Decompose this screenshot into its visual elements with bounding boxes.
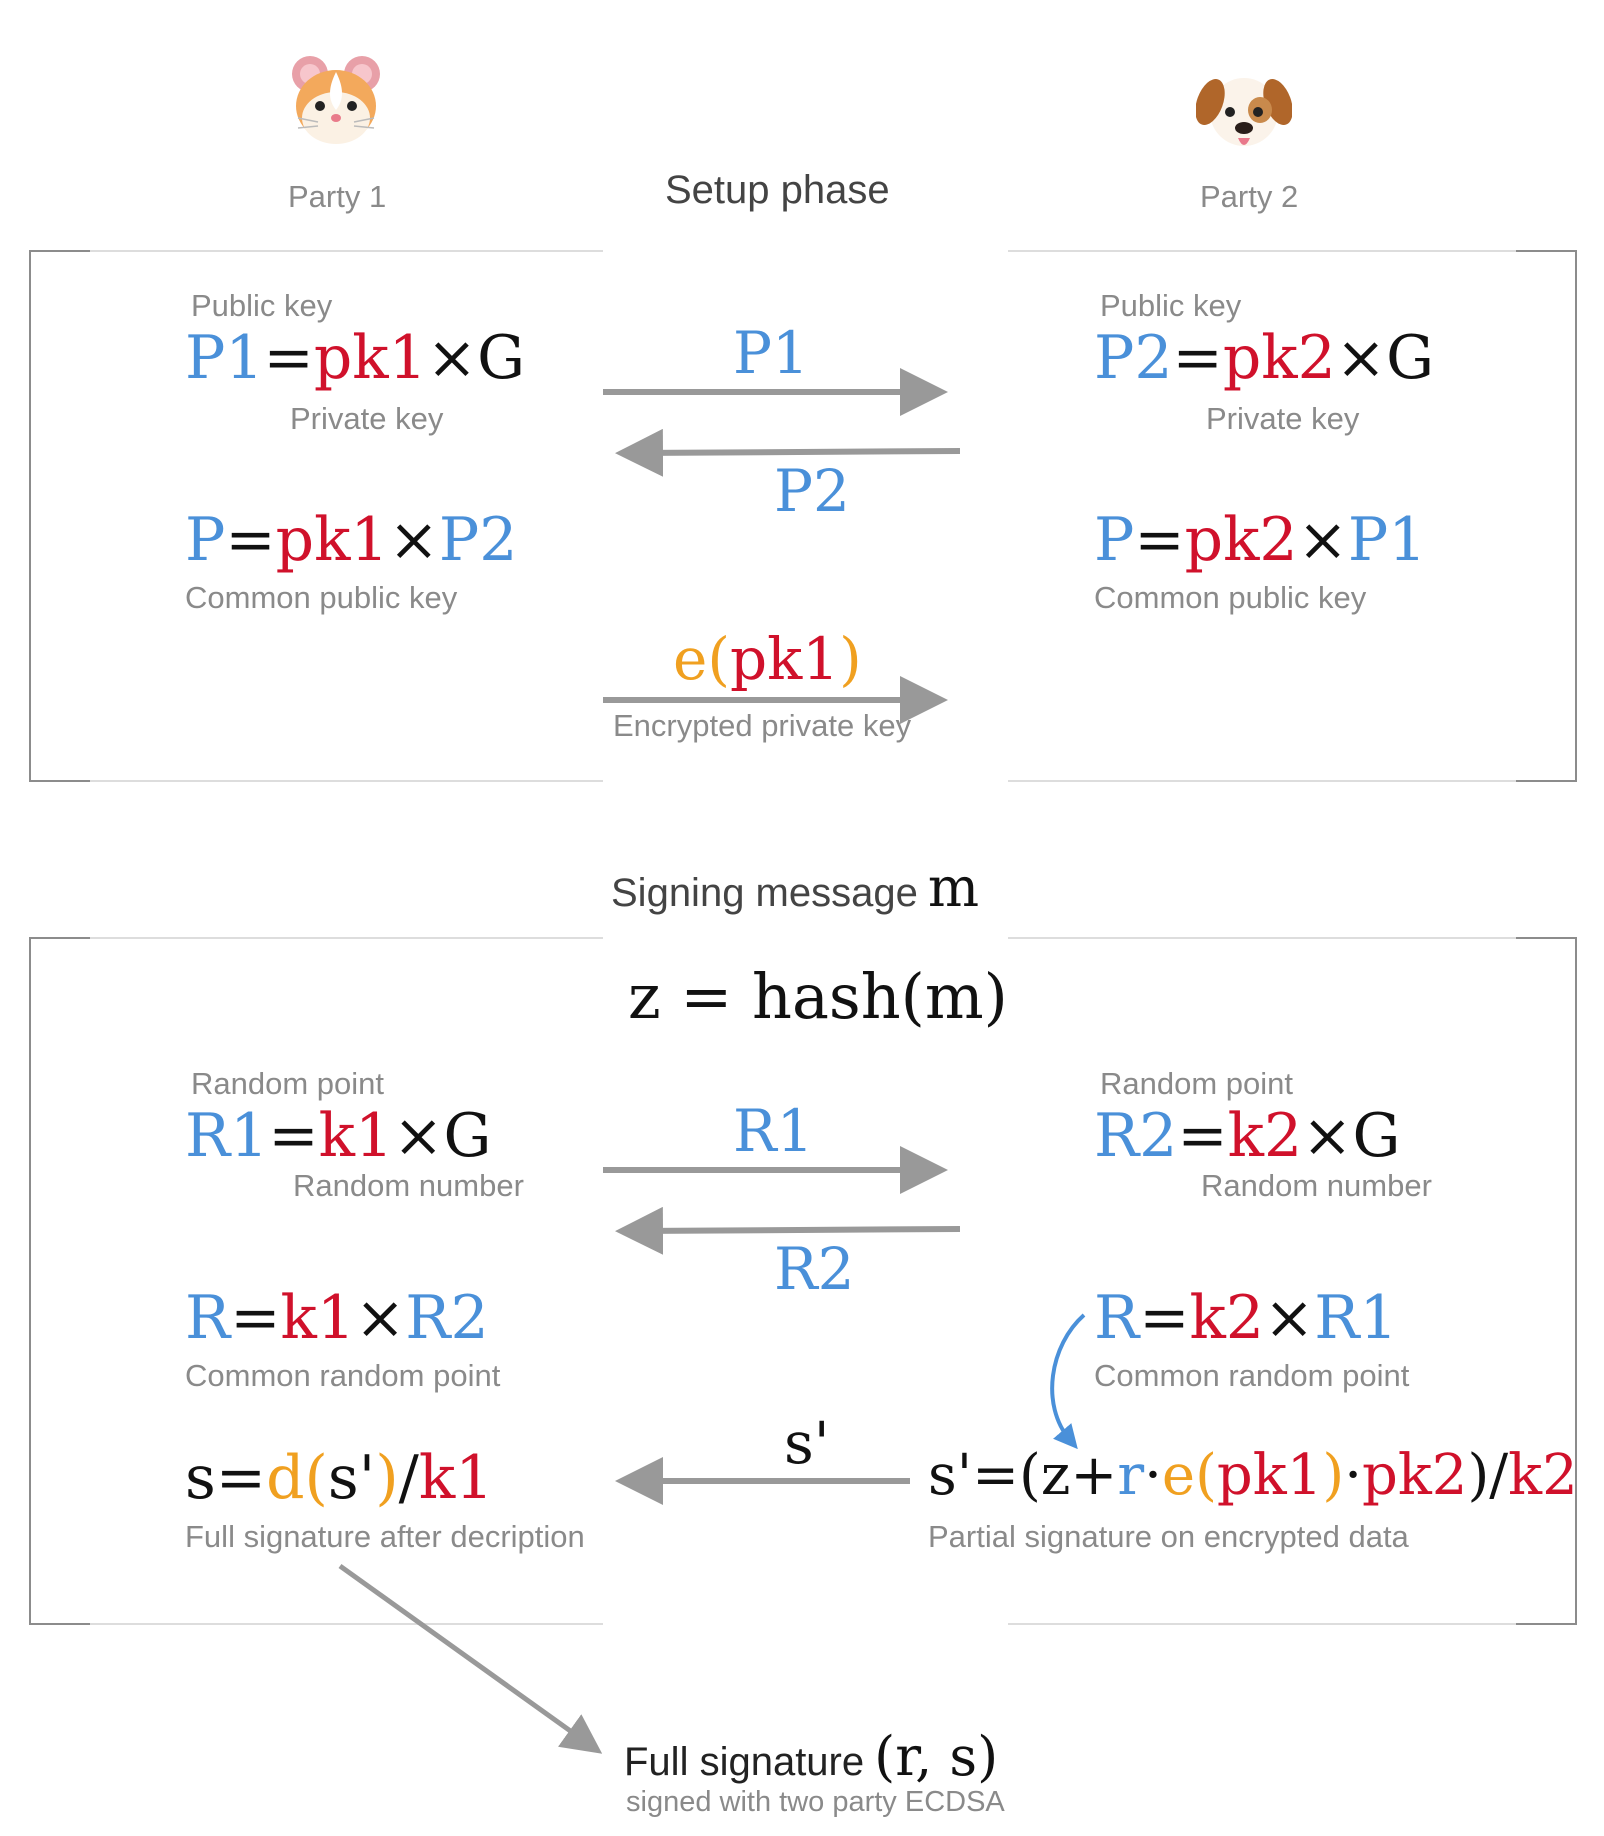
arrow-to-full-signature <box>340 1566 590 1745</box>
eq-term: pk2 <box>1222 323 1336 393</box>
signing-title-var: m <box>927 856 980 919</box>
arrow-label-s-prime: s' <box>784 1409 830 1477</box>
eq-term: P2 <box>438 505 518 575</box>
eq-term: G <box>477 323 525 393</box>
eq-term: d( <box>266 1443 328 1513</box>
full-signature-equation <box>185 1443 494 1513</box>
arrow-r-to-partial <box>1052 1315 1084 1440</box>
eq-term: P2 <box>1094 323 1173 393</box>
party1-label: Party 1 <box>288 179 387 214</box>
p1-common-public-key-label: Common public key <box>185 580 458 615</box>
p1-private-key-label: Private key <box>290 401 444 436</box>
eq-term: ) <box>1322 1443 1345 1508</box>
p1-common-random-point-label: Common random point <box>185 1358 501 1393</box>
eq-term: = <box>1172 323 1223 393</box>
full-signature-label: Full signature after decription <box>185 1519 585 1554</box>
eq-term: pk1 <box>1216 1443 1323 1508</box>
dog-icon <box>1196 62 1292 158</box>
partial-signature-equation <box>928 1443 1578 1508</box>
p2-random-point-label: Random point <box>1100 1066 1294 1101</box>
eq-term: / <box>398 1443 419 1513</box>
eq-term: × <box>388 505 439 575</box>
p2-random-point-equation <box>1094 1101 1401 1171</box>
encrypted-key-label: Encrypted private key <box>613 708 912 743</box>
eq-term: × <box>426 323 478 393</box>
eq-term: = <box>225 505 276 575</box>
eq-term: ) <box>375 1443 399 1513</box>
arrow-r2-to-party1 <box>633 1229 960 1231</box>
eq-term: = <box>263 323 314 393</box>
hash-equation: z = hash(m) <box>628 960 1008 1033</box>
arrow-label-p2: P2 <box>774 457 850 525</box>
p2-common-public-key-equation <box>1094 505 1427 575</box>
eq-term: pk2 <box>1362 1443 1468 1508</box>
eq-term: e( <box>1161 1443 1217 1508</box>
eq-term: × <box>355 1283 406 1353</box>
p1-common-random-point-equation <box>185 1283 489 1353</box>
signing-title-text: Signing message <box>611 871 918 915</box>
partial-signature-label: Partial signature on encrypted data <box>928 1519 1409 1554</box>
p2-public-key-equation <box>1094 323 1434 393</box>
eq-term: = <box>1134 505 1185 575</box>
eq-term: R1 <box>1314 1283 1398 1353</box>
eq-term: e( <box>673 625 730 693</box>
eq-term: pk1 <box>313 323 427 393</box>
p1-random-number-label: Random number <box>293 1168 524 1203</box>
eq-term: P1 <box>185 323 264 393</box>
eq-term: s' <box>327 1443 376 1513</box>
eq-term: ) <box>839 625 862 693</box>
full-signature-subtitle: signed with two party ECDSA <box>626 1786 1005 1818</box>
eq-term: × <box>1297 505 1348 575</box>
p1-random-point-equation <box>185 1101 492 1171</box>
eq-term: P1 <box>1347 505 1427 575</box>
eq-term: = <box>1177 1101 1228 1171</box>
eq-term: = <box>230 1283 281 1353</box>
p2-public-key-label: Public key <box>1100 288 1242 323</box>
p1-common-public-key-equation <box>185 505 518 575</box>
eq-term: R <box>185 1283 231 1353</box>
eq-term: G <box>1386 323 1434 393</box>
arrow-label-r1: R1 <box>733 1097 814 1165</box>
eq-term: pk1 <box>275 505 389 575</box>
p1-public-key-equation <box>185 323 525 393</box>
eq-term: R2 <box>1094 1101 1178 1171</box>
eq-term: r <box>1117 1443 1145 1508</box>
hamster-icon <box>288 52 384 148</box>
eq-term: R <box>1094 1283 1140 1353</box>
p2-private-key-label: Private key <box>1206 401 1360 436</box>
eq-term: pk2 <box>1184 505 1298 575</box>
eq-term: k1 <box>318 1101 394 1171</box>
p2-common-public-key-label: Common public key <box>1094 580 1367 615</box>
eq-term: × <box>1302 1101 1353 1171</box>
eq-term: k2 <box>1227 1101 1303 1171</box>
eq-term: s'=(z+ <box>928 1443 1118 1508</box>
p2-random-number-label: Random number <box>1201 1168 1432 1203</box>
eq-term: P <box>185 505 226 575</box>
eq-term: = <box>268 1101 319 1171</box>
eq-term: × <box>393 1101 444 1171</box>
encrypted-key-equation <box>673 625 862 693</box>
eq-term: k2 <box>1189 1283 1264 1353</box>
eq-term: k1 <box>280 1283 355 1353</box>
p1-public-key-label: Public key <box>191 288 333 323</box>
eq-term: × <box>1335 323 1387 393</box>
full-signature-result-text: Full signature <box>624 1740 865 1784</box>
eq-term: P <box>1094 505 1135 575</box>
arrow-p2-to-party1 <box>633 451 960 453</box>
eq-term: k2 <box>1508 1443 1578 1508</box>
eq-term: G <box>1352 1101 1401 1171</box>
eq-term: · <box>1144 1443 1162 1508</box>
arrow-label-p1: P1 <box>733 319 809 387</box>
eq-term: = <box>1139 1283 1190 1353</box>
eq-term: G <box>443 1101 492 1171</box>
full-signature-result-var: (r, s) <box>874 1725 999 1788</box>
eq-term: R1 <box>185 1101 269 1171</box>
eq-term: × <box>1264 1283 1315 1353</box>
eq-term: · <box>1344 1443 1363 1508</box>
eq-term: )/ <box>1467 1443 1509 1508</box>
eq-term: k1 <box>418 1443 494 1513</box>
eq-term: R2 <box>405 1283 489 1353</box>
p2-common-random-point-label: Common random point <box>1094 1358 1410 1393</box>
signing-title <box>611 856 979 919</box>
eq-term: s= <box>185 1443 267 1513</box>
p1-random-point-label: Random point <box>191 1066 385 1101</box>
full-signature-result <box>624 1725 998 1788</box>
p2-common-random-point-equation <box>1094 1283 1398 1353</box>
setup-title: Setup phase <box>665 168 890 212</box>
party2-label: Party 2 <box>1200 179 1299 214</box>
arrow-label-r2: R2 <box>774 1235 855 1303</box>
eq-term: pk1 <box>729 625 840 693</box>
